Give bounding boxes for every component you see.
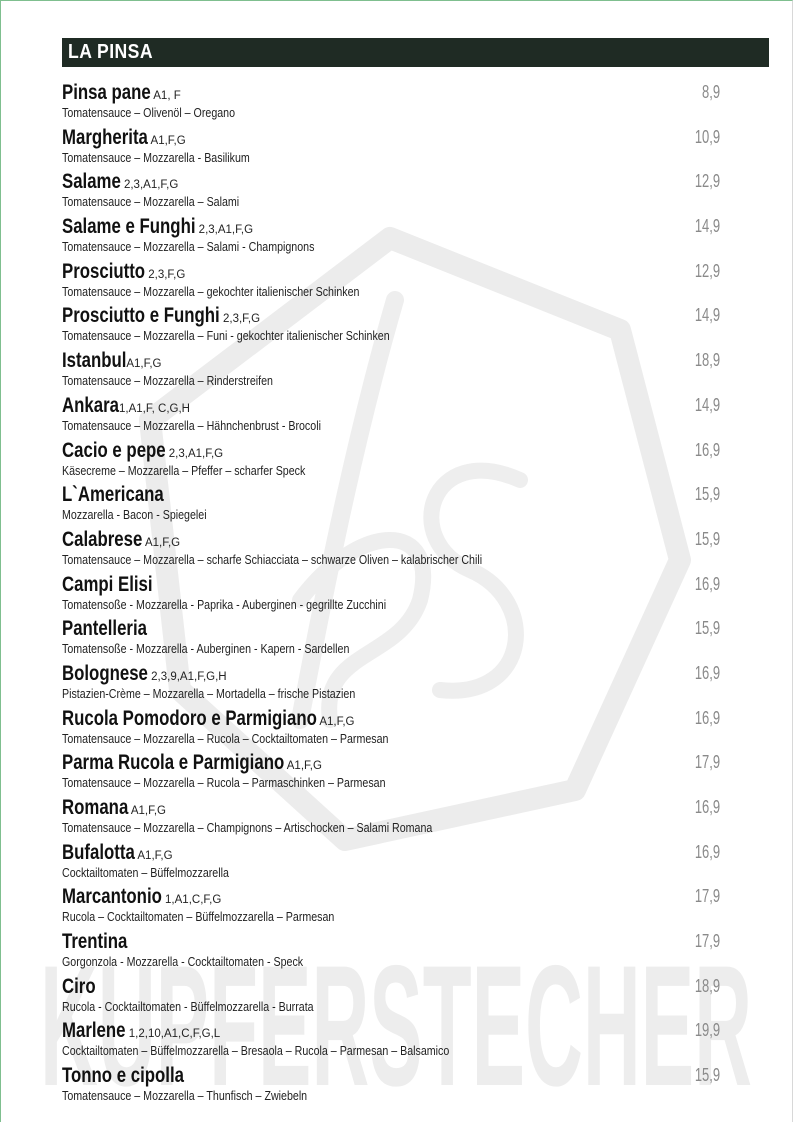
menu-item-description: Tomatensauce – Mozzarella – gekochter italienischer Schinken	[62, 283, 360, 299]
menu-item-description: Tomatensauce – Mozzarella - Basilikum	[62, 149, 250, 165]
menu-item-allergens: A1,F,G	[147, 134, 186, 147]
menu-item-price: 16,9	[694, 573, 720, 594]
menu-item	[62, 661, 722, 706]
menu-item-description: Rucola - Cocktailtomaten - Büffelmozzarella - Burrata	[62, 998, 314, 1014]
menu-item-allergens: 2,3,A1,F,G	[195, 224, 254, 237]
menu-item	[62, 214, 722, 259]
menu-item-allergens: 2,3,F,G	[145, 268, 186, 281]
menu-item-name: L`Americana	[62, 483, 164, 507]
menu-item-name: Prosciutto	[62, 259, 146, 283]
menu-list	[62, 80, 722, 1108]
menu-item-price: 17,9	[694, 752, 720, 773]
watermark-text: KUPFERSTECHER	[40, 930, 752, 1122]
menu-item-heading	[62, 616, 722, 641]
menu-item-price: 10,9	[694, 126, 720, 147]
menu-item	[62, 169, 722, 214]
menu-item-allergens: 1,2,10,A1,C,F,G,L	[125, 1028, 221, 1041]
menu-item-price: 16,9	[694, 841, 720, 862]
menu-item-heading	[62, 750, 722, 775]
menu-item-allergens: 1,A1,C,F,G	[161, 894, 222, 907]
menu-item-name: Trentina	[62, 930, 128, 954]
menu-item-description: Pistazien-Crème – Mozzarella – Mortadella – frische Pistazien	[62, 685, 356, 701]
menu-item	[62, 259, 722, 304]
menu-item-description: Käsecreme – Mozzarella – Pfeffer – scharfer Speck	[62, 462, 306, 478]
menu-item-name: Ciro	[62, 974, 96, 998]
menu-item-price: 18,9	[694, 975, 720, 996]
menu-item-name: Pinsa pane	[62, 81, 151, 104]
menu-item	[62, 616, 722, 661]
menu-item-price: 16,9	[694, 707, 720, 728]
menu-item	[62, 795, 722, 840]
menu-item-heading	[62, 169, 722, 194]
menu-item-allergens: 2,3,A1,F,G	[165, 447, 224, 460]
menu-item-description: Tomatensauce – Mozzarella – Hähnchenbrust - Brocoli	[62, 417, 321, 433]
menu-item-heading	[62, 348, 722, 373]
menu-item-name: Romana	[62, 796, 129, 819]
menu-item	[62, 1063, 722, 1108]
menu-item-allergens: A1,F,G	[316, 715, 355, 728]
menu-item-allergens: 2,3,F,G	[219, 313, 261, 326]
menu-item-description: Mozzarella - Bacon - Spiegelei	[62, 507, 207, 523]
menu-item	[62, 482, 722, 527]
menu-item-name: Marcantonio	[62, 885, 162, 909]
menu-item-allergens: A1, F	[150, 90, 181, 102]
menu-item	[62, 1018, 722, 1063]
menu-item-allergens: A1,F,G	[128, 805, 166, 817]
menu-item-allergens: 2,3,A1,F,G	[120, 179, 179, 192]
menu-item-name: Campi Elisi	[62, 572, 153, 596]
menu-item	[62, 840, 722, 885]
menu-item-name: Marlene	[62, 1019, 126, 1043]
menu-item-name: Tonno e cipolla	[62, 1064, 184, 1088]
menu-item-price: 18,9	[694, 350, 720, 371]
menu-item-description: Tomatensauce – Mozzarella – Thunfisch – Zwiebeln	[62, 1088, 308, 1104]
menu-item	[62, 393, 722, 438]
menu-item-description: Cocktailtomaten – Büffelmozzarella	[62, 864, 229, 880]
menu-item-name: Pantelleria	[62, 617, 147, 641]
menu-item-heading	[62, 80, 722, 105]
menu-item-heading	[62, 974, 722, 999]
menu-item-price: 15,9	[694, 484, 720, 505]
menu-item-price: 17,9	[694, 886, 720, 907]
menu-item-heading	[62, 303, 722, 328]
section-header	[62, 38, 769, 67]
menu-item-price: 14,9	[694, 216, 720, 237]
menu-item	[62, 929, 722, 974]
menu-item-description: Tomatensauce – Olivenöl – Oregano	[62, 105, 236, 120]
menu-item-description: Tomatensauce – Mozzarella – Funi - gekochter italienischer Schinken	[62, 328, 390, 344]
menu-item-allergens: A1,F,G	[284, 760, 322, 773]
menu-item-allergens: 1,A1,F, C,G,H	[119, 402, 190, 415]
menu-item-heading	[62, 259, 722, 284]
menu-item-price: 12,9	[694, 171, 720, 192]
menu-item-name: Cacio e pepe	[62, 438, 166, 462]
menu-item-name: Margherita	[62, 125, 148, 149]
menu-item-name: Calabrese	[62, 527, 143, 551]
menu-item-description: Tomatensoße - Mozzarella - Paprika - Auberginen - gegrillte Zucchini	[62, 596, 387, 612]
menu-item-allergens: A1,F,G	[134, 849, 173, 862]
menu-item-description: Tomatensauce – Mozzarella – scharfe Schiacciata – schwarze Oliven – kalabrischer Chili	[62, 551, 483, 567]
menu-item-price: 16,9	[694, 439, 720, 460]
menu-item-price: 12,9	[694, 260, 720, 281]
section-title: LA PINSA	[68, 41, 154, 63]
menu-item-description: Gorgonzola - Mozzarella - Cocktailtomaten - Speck	[62, 954, 304, 970]
menu-item-description: Tomatensauce – Mozzarella – Salami	[62, 194, 240, 210]
menu-item-allergens: 2,3,9,A1,F,G,H	[147, 670, 227, 683]
menu-item-heading	[62, 438, 722, 463]
menu-item-name: Salame e Funghi	[62, 215, 196, 239]
menu-item-price: 8,9	[701, 82, 720, 102]
menu-item-price: 15,9	[694, 528, 720, 549]
menu-item-heading	[62, 1063, 722, 1088]
menu-item	[62, 303, 722, 348]
menu-item	[62, 438, 722, 483]
menu-item-name: Ankara	[62, 393, 119, 417]
menu-item-price: 19,9	[694, 1020, 720, 1041]
menu-item-allergens: A1,F,G	[142, 536, 181, 549]
menu-item-price: 16,9	[694, 662, 720, 683]
menu-item-heading	[62, 393, 722, 418]
menu-item-price: 15,9	[694, 1065, 720, 1086]
menu-item-name: Parma Rucola e Parmigiano	[62, 751, 285, 775]
menu-item-price: 17,9	[694, 931, 720, 952]
menu-item-name: Prosciutto e Funghi	[62, 304, 220, 328]
menu-item	[62, 80, 722, 125]
menu-item	[62, 125, 722, 170]
menu-item-heading	[62, 840, 722, 865]
menu-item-price: 14,9	[694, 305, 720, 326]
menu-item	[62, 706, 722, 751]
menu-item-heading	[62, 929, 722, 954]
menu-item-allergens: A1,F,G	[126, 358, 162, 371]
menu-item-description: Tomatensauce – Mozzarella – Rinderstreifen	[62, 373, 273, 389]
menu-item-description: Tomatensauce – Mozzarella – Salami - Champignons	[62, 239, 315, 255]
menu-item-description: Tomatensoße - Mozzarella - Auberginen - Kapern - Sardellen	[62, 641, 350, 657]
menu-item-price: 14,9	[694, 394, 720, 415]
menu-item-heading	[62, 527, 722, 552]
menu-item-heading	[62, 125, 722, 150]
menu-item	[62, 348, 722, 393]
menu-item-heading	[62, 795, 722, 820]
menu-item-heading	[62, 572, 722, 597]
menu-item-name: Rucola Pomodoro e Parmigiano	[62, 706, 317, 730]
menu-item-name: Bolognese	[62, 661, 148, 685]
menu-item-name: Istanbul	[62, 349, 127, 373]
menu-item	[62, 974, 722, 1019]
menu-item-description: Rucola – Cocktailtomaten – Büffelmozzarella – Parmesan	[62, 909, 335, 925]
menu-item-price: 15,9	[694, 618, 720, 639]
menu-item-name: Salame	[62, 170, 121, 194]
menu-item	[62, 884, 722, 929]
menu-item-description: Cocktailtomaten – Büffelmozzarella – Bresaola – Rucola – Parmesan – Balsamico	[62, 1043, 450, 1059]
menu-item-description: Tomatensauce – Mozzarella – Rucola – Cocktailtomaten – Parmesan	[62, 730, 389, 746]
menu-item-description: Tomatensauce – Mozzarella – Rucola – Parmaschinken – Parmesan	[62, 775, 386, 791]
menu-item	[62, 527, 722, 572]
menu-item	[62, 572, 722, 617]
menu-item-price: 16,9	[694, 797, 720, 817]
menu-item-description: Tomatensauce – Mozzarella – Champignons – Artischocken – Salami Romana	[62, 820, 433, 835]
menu-item-heading	[62, 214, 722, 239]
menu-item-heading	[62, 661, 722, 686]
menu-item-heading	[62, 706, 722, 731]
menu-item	[62, 750, 722, 795]
menu-item-name: Bufalotta	[62, 840, 135, 864]
menu-item-heading	[62, 1018, 722, 1043]
menu-item-heading	[62, 482, 722, 507]
menu-item-heading	[62, 884, 722, 909]
